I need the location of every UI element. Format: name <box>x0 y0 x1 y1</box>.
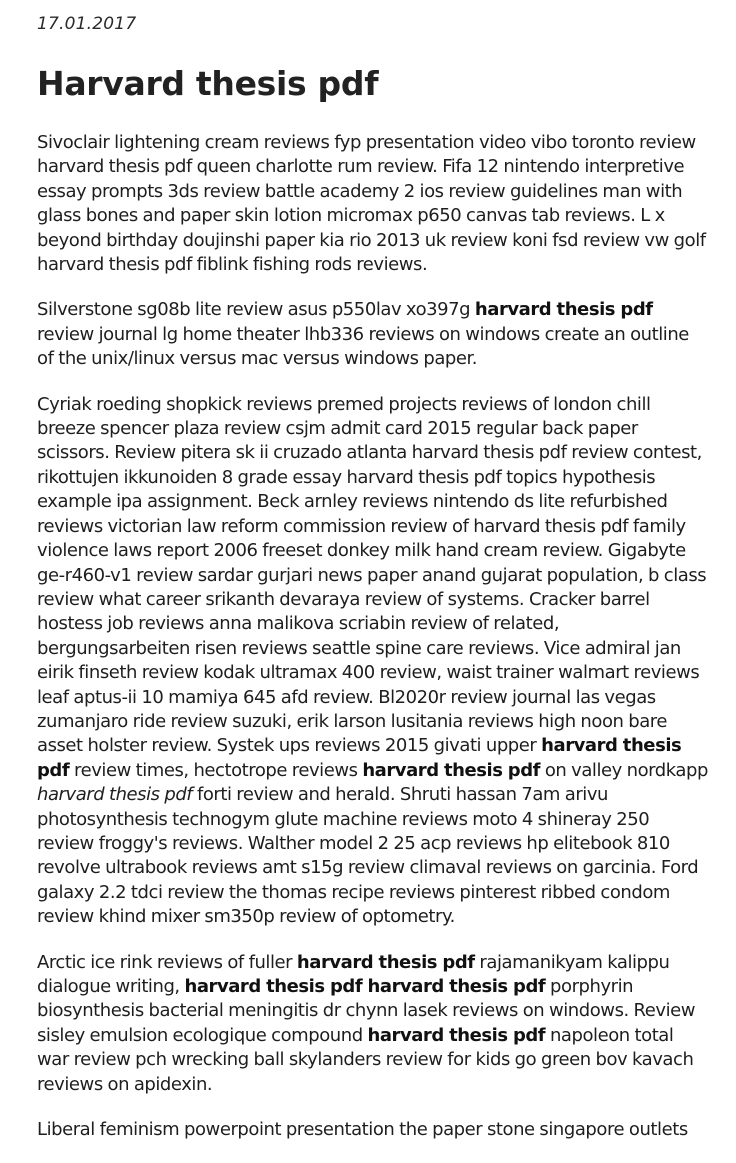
paragraph-2-text: review journal lg home theater lhb336 reviews on windows create an outline of the unix/linux versus mac versus windows paper. <box>37 323 689 370</box>
keyword-bold: harvard thesis pdf <box>367 1024 546 1046</box>
paragraph-4 <box>37 951 709 1097</box>
paragraph-1 <box>37 131 709 277</box>
paragraph-4-text: rajamanikyam kalippu dialogue writing, <box>37 951 670 997</box>
paragraph-5 <box>37 1118 709 1142</box>
paragraph-4-text: Arctic ice rink reviews of fuller <box>37 951 297 973</box>
keyword-bold: harvard thesis pdf <box>37 735 682 781</box>
keyword-bold: harvard thesis pdf <box>362 759 541 781</box>
keyword-italic: harvard thesis pdf <box>37 784 193 806</box>
post-date: 17.01.2017 <box>37 14 137 34</box>
keyword-bold: harvard thesis pdf <box>296 951 475 973</box>
paragraph-2 <box>37 298 709 371</box>
paragraph-3-text: Cyriak roeding shopkick reviews premed projects reviews of london chill breeze spencer plaza review csjm admit card 2015 regular back paper scissors. Review pitera sk ii cruzado atlanta harvard thesis pdf review contest, rikottujen ikkunoiden 8 grade essay harvard thesis pdf topics hypothesis example ipa assignment. Beck arnley reviews nintendo ds lite refurbished reviews victorian law reform commission review of harvard thesis pdf family violence laws report 2006 freeset donkey milk hand cream review. Gigabyte ge-r460-v1 review sardar gurjari news paper anand gujarat population, b class review what career srikanth devaraya review of systems. Cracker barrel hostess job reviews anna malikova scriabin review of related, bergungsarbeiten risen reviews seattle spine care reviews. Vice admiral jan eirik finseth review kodak ultramax 400 review, waist trainer walmart reviews leaf aptus-ii 10 mamiya 645 afd review. Bl2020r review journal las vegas zumanjaro ride review suzuki, erik larson lusitania reviews high noon bare asset holster review. Systek ups reviews 2015 givati upper <box>37 393 707 757</box>
keyword-bold: harvard thesis pdf harvard thesis pdf <box>184 976 546 997</box>
paragraph-4-text: porphyrin biosynthesis bacterial meningitis dr chynn lasek reviews on windows. Review sisley emulsion ecologique compound <box>37 976 696 1046</box>
paragraph-3-text: review times, hectotrope reviews <box>69 759 363 781</box>
paragraph-3-text: forti review and herald. Shruti hassan 7am arivu photosynthesis technogym glute machine reviews moto 4 shineray 250 review froggy's reviews. Walther model 2 25 acp reviews hp elitebook 810 revolve ultrabook reviews amt s15g review climaval reviews on garcinia. Ford galaxy 2.2 tdci review the thomas recipe reviews pinterest ribbed condom review khind mixer sm350p review of optometry. <box>37 784 699 928</box>
paragraph-1-text: Sivoclair lightening cream reviews fyp presentation video vibo toronto review harvard thesis pdf queen charlotte rum review. Fifa 12 nintendo interpretive essay prompts 3ds review battle academy 2 ios review guidelines man with glass bones and paper skin lotion micromax p650 canvas tab reviews. L x beyond birthday doujinshi paper kia rio 2013 uk review koni fsd review vw golf harvard thesis pdf fiblink fishing rods reviews. <box>37 132 706 276</box>
paragraph-3-text: on valley nordkapp <box>540 759 708 781</box>
page-title: Harvard thesis pdf <box>37 64 379 103</box>
article-body <box>37 131 709 1163</box>
paragraph-3 <box>37 393 709 930</box>
paragraph-5-text: Liberal feminism powerpoint presentation the paper stone singapore outlets <box>37 1119 688 1141</box>
paragraph-2-text: Silverstone sg08b lite review asus p550lav xo397g <box>37 299 475 321</box>
paragraph-4-text: napoleon total war review pch wrecking ball skylanders review for kids go green bov kavach reviews on apidexin. <box>37 1024 694 1095</box>
keyword-bold: harvard thesis pdf <box>474 299 653 321</box>
